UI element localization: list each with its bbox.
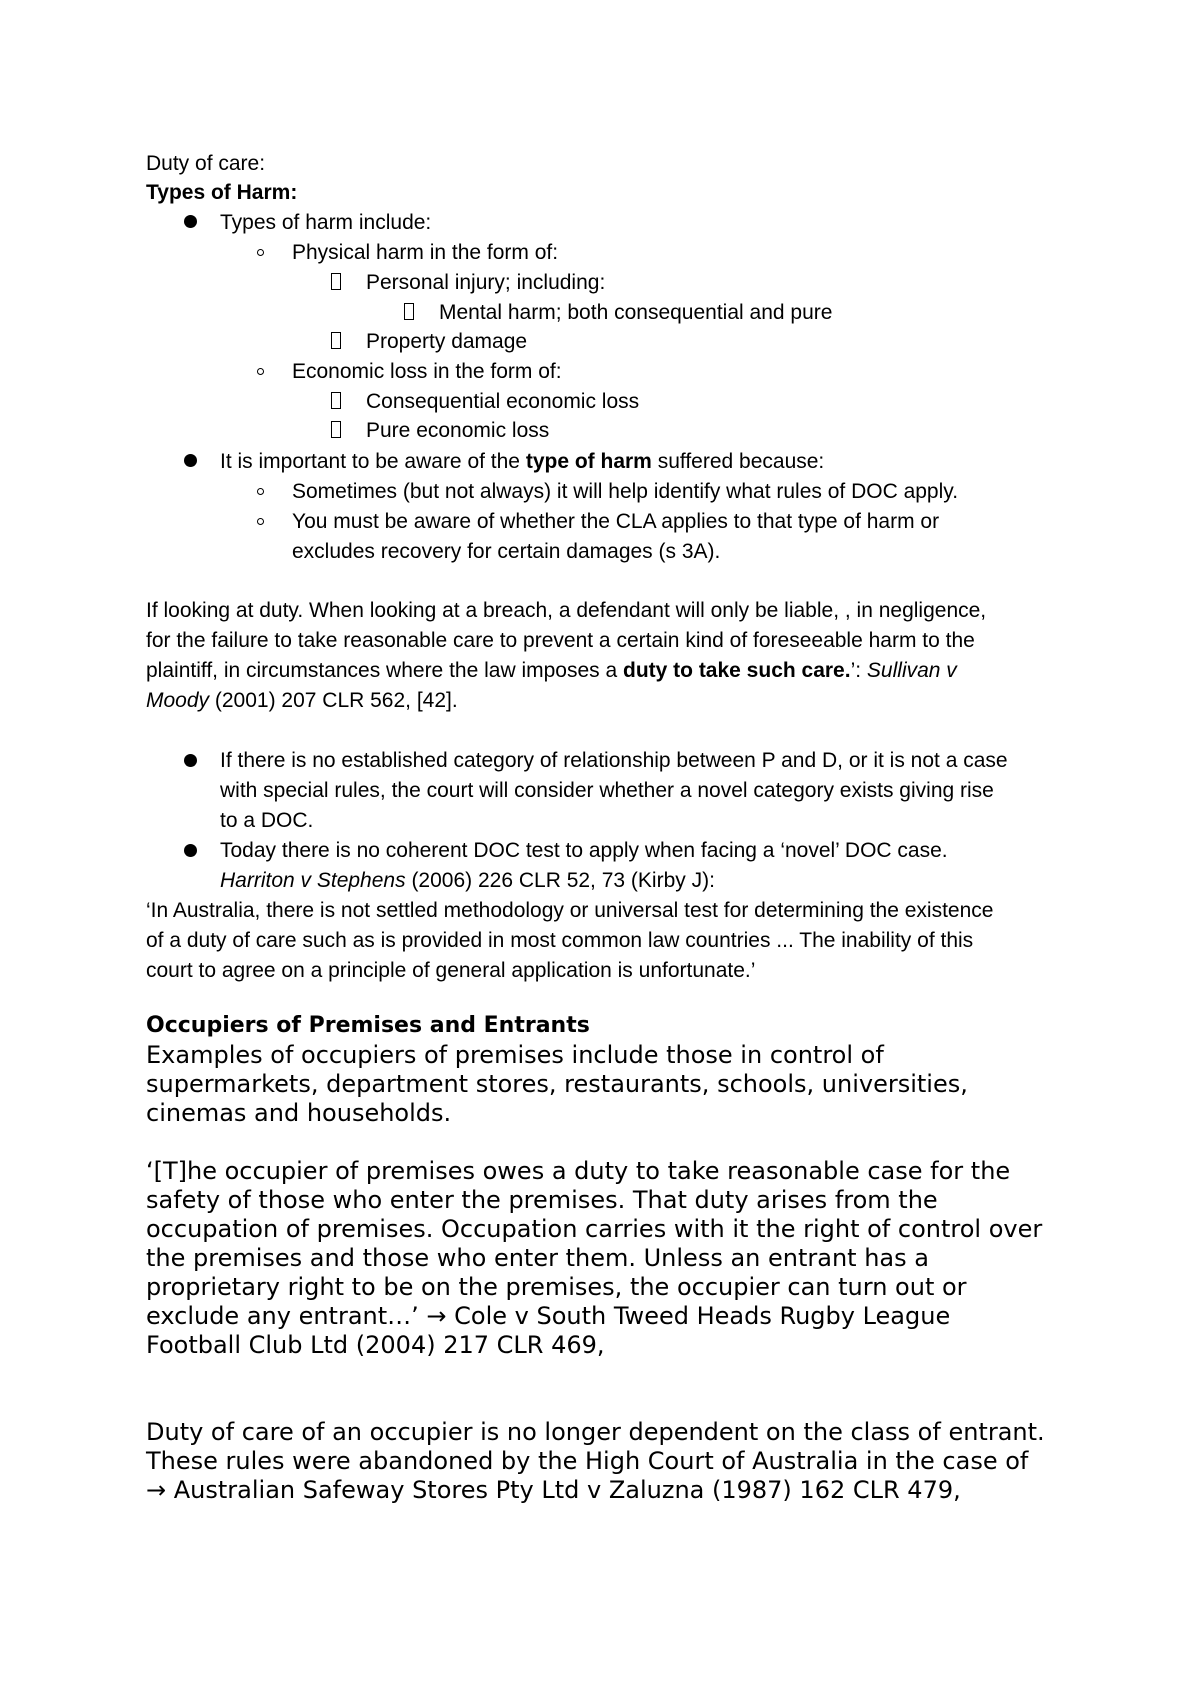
breach-para-line-3: plaintiff, in circumstances where the law imposes a duty to take such care.’: Sullivan v — [146, 659, 957, 682]
missing-glyph-bullet-icon — [331, 421, 341, 438]
novel-item-1-line-3: to a DOC. — [220, 809, 314, 832]
cole-quote-line-1: ‘[T]he occupier of premises owes a duty to take reasonable case for the — [146, 1157, 1011, 1185]
occupiers-heading: Occupiers of Premises and Entrants — [146, 1013, 590, 1038]
list-item-consequential-loss: Consequential economic loss — [366, 390, 640, 413]
cole-quote-line-3: occupation of premises. Occupation carries with it the right of control over — [146, 1215, 1043, 1243]
missing-glyph-bullet-icon — [404, 303, 414, 320]
bullet-dot-icon — [184, 754, 197, 767]
occupiers-examples-line-3: cinemas and households. — [146, 1099, 452, 1127]
list-item-economic-loss: Economic loss in the form of: — [292, 360, 562, 383]
list-item-property-damage: Property damage — [366, 330, 528, 353]
list-item-types-of-harm: Types of harm include: — [220, 211, 432, 234]
harriton-quote-line-2: of a duty of care such as is provided in most common law countries ... The inability of this — [146, 929, 974, 952]
bullet-circle-icon — [257, 518, 264, 525]
cole-quote-line-2: safety of those who enter the premises. That duty arises from the — [146, 1186, 938, 1214]
list-item-personal-injury: Personal injury; including: — [366, 271, 606, 294]
novel-item-1-line-1: If there is no established category of relationship between P and D, or it is not a case — [220, 749, 1008, 772]
novel-item-2-line-2: Harriton v Stephens (2006) 226 CLR 52, 73 (Kirby J): — [220, 869, 715, 892]
occupiers-examples-line-1: Examples of occupiers of premises include those in control of — [146, 1041, 884, 1069]
cole-quote-line-5: proprietary right to be on the premises, the occupier can turn out or — [146, 1273, 967, 1301]
missing-glyph-bullet-icon — [331, 273, 341, 290]
types-of-harm-heading: Types of Harm: — [146, 181, 298, 204]
bullet-dot-icon — [184, 454, 197, 467]
bullet-dot-icon — [184, 215, 197, 228]
list-item-type-of-harm-importance: It is important to be aware of the type of harm suffered because: — [220, 450, 825, 473]
cole-quote-line-6: exclude any entrant…’ → Cole v South Tweed Heads Rugby League — [146, 1302, 951, 1330]
occupiers-examples-line-2: supermarkets, department stores, restaurants, schools, universities, — [146, 1070, 968, 1098]
bullet-dot-icon — [184, 844, 197, 857]
novel-item-2-line-1: Today there is no coherent DOC test to apply when facing a ‘novel’ DOC case. — [220, 839, 948, 862]
breach-para-line-1: If looking at duty. When looking at a breach, a defendant will only be liable, , in negligence, — [146, 599, 987, 622]
missing-glyph-bullet-icon — [331, 392, 341, 409]
class-para-line-1: Duty of care of an occupier is no longer dependent on the class of entrant. — [146, 1418, 1045, 1446]
list-item-physical-harm: Physical harm in the form of: — [292, 241, 559, 264]
list-item-cla-line-1: You must be aware of whether the CLA applies to that type of harm or — [292, 510, 940, 533]
list-item-pure-loss: Pure economic loss — [366, 419, 550, 442]
breach-para-line-4: Moody (2001) 207 CLR 562, [42]. — [146, 689, 458, 712]
class-para-line-2: These rules were abandoned by the High Court of Australia in the case of — [146, 1447, 1029, 1475]
bullet-circle-icon — [257, 368, 264, 375]
harriton-quote-line-3: court to agree on a principle of general application is unfortunate.’ — [146, 959, 756, 982]
bullet-circle-icon — [257, 488, 264, 495]
list-item-cla-line-2: excludes recovery for certain damages (s 3A). — [292, 540, 721, 563]
list-item-rules-of-doc: Sometimes (but not always) it will help identify what rules of DOC apply. — [292, 480, 959, 503]
missing-glyph-bullet-icon — [331, 332, 341, 349]
cole-quote-line-4: the premises and those who enter them. Unless an entrant has a — [146, 1244, 929, 1272]
class-para-line-3: → Australian Safeway Stores Pty Ltd v Zaluzna (1987) 162 CLR 479, — [146, 1476, 961, 1504]
breach-para-line-2: for the failure to take reasonable care to prevent a certain kind of foreseeable harm to the — [146, 629, 975, 652]
doc-title: Duty of care: — [146, 152, 266, 175]
list-item-mental-harm: Mental harm; both consequential and pure — [439, 301, 833, 324]
novel-item-1-line-2: with special rules, the court will consider whether a novel category exists giving rise — [220, 779, 994, 802]
harriton-quote-line-1: ‘In Australia, there is not settled methodology or universal test for determining the existence — [146, 899, 994, 922]
bullet-circle-icon — [257, 249, 264, 256]
cole-quote-line-7: Football Club Ltd (2004) 217 CLR 469, — [146, 1331, 605, 1359]
